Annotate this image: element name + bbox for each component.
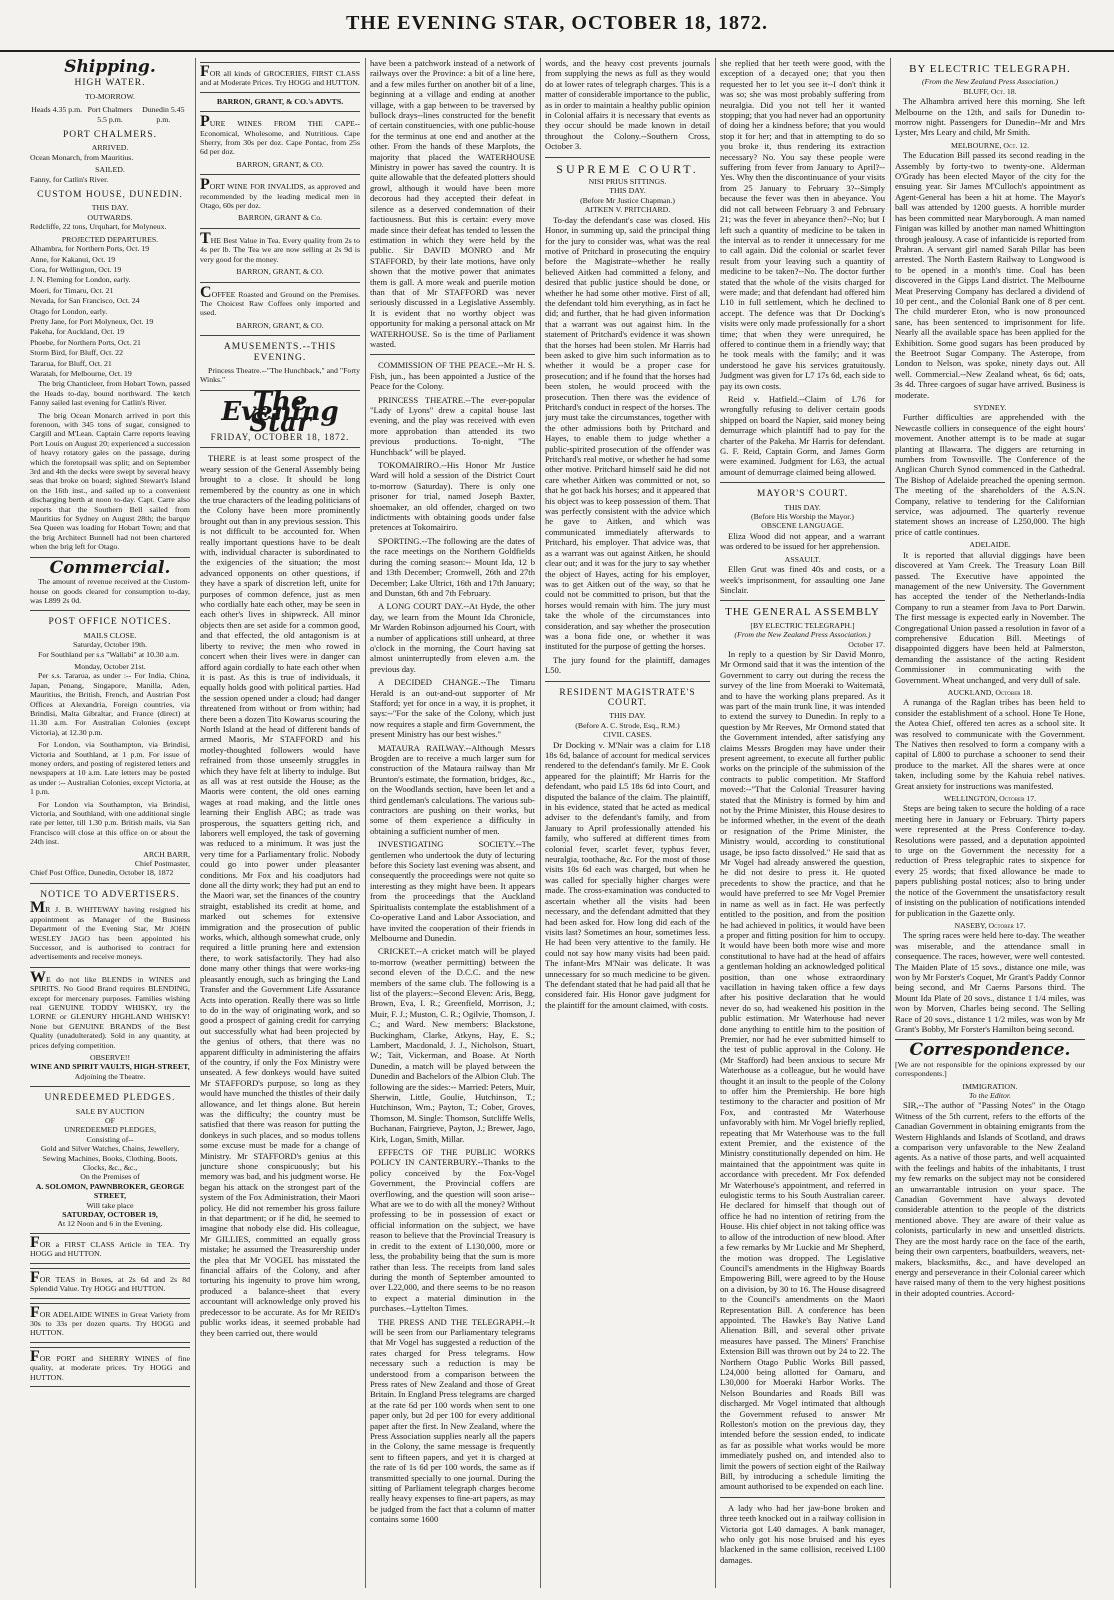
- news-paragraph: THE PRESS AND THE TELEGRAPH.--It will be seen from our Parliamentary telegrams that Mr Vogel has suggested a reduction of the rates charged for Press telegrams. How necessary such a reduction is may be understood from a comparison between the Press rates of New Zealand and those of Great Britain. In England Press telegrams are charged at the rate 6d per 100 words when sent to one paper only, but 2d per 100 for every additional paper after the first. In New Zealand, where the Press Association supplies nearly all the papers in the Colony, the same message is frequently sent to fifteen papers, and yet it is charged at the rate of 1s 6d per 100 words, the same as if transmitted specially to one journal. During the sitting of Parliament telegraph charges become really heavy expenses to fine-art papers, as may be judged from the fact that a column of matter contains some 1600: [370, 1316, 535, 1525]
- rm-day-label: THIS DAY.: [609, 711, 646, 721]
- sale-date: SATURDAY, OCTOBER 19,: [62, 1210, 158, 1220]
- column-rule: [715, 58, 716, 1588]
- bluff-text: The Alhambra arrived here this morning. She left Melbourne on the 12th, and sails for Dunedin to-morrow night. Passengers for Dunedin--Mr and Mrs Lyster, Mrs Leary and child, Mr Smith.: [895, 96, 1085, 138]
- naseby-text: The spring races were held here to-day. The weather was miserable, and the attendance small in consequence. The races, however, were well contested. The Maiden Plate of 15 sovs., distance one mile, was won by Mr Forster's Coquet, Mr Grant's Paddy Connor being second, and Mr Caerns Parsons third. The Mount Ida Plate of 20 sovs., distance 1 1/4 miles, was won by Morven, Charles being second. The Selling Race of 20 sovs., distance 1 1/2 miles, was won by Mr Grant's Bobby, Mr Forster's Hamilton being second.: [895, 930, 1085, 1034]
- outwards-text: Redcliffe, 22 tons, Urquhart, for Molyneux.: [30, 222, 167, 232]
- news-paragraph: SPORTING.--The following are the dates of the race meetings on the Northern Goldfields during the coming season:-- Mount Ida, 12 b and 13th December; Cromwell, 26th and 27th December; Lake Ultrict, 16th and 17th January; and Dunstan, 6th and 7th February.: [370, 535, 535, 598]
- general-assembly-heading: THE GENERAL ASSEMBLY: [725, 606, 880, 619]
- outwards-label: OUTWARDS.: [87, 212, 133, 222]
- immigration-heading: IMMIGRATION.: [962, 1081, 1018, 1091]
- post-text: For London, via Southampton, via Brindisi, Victoria and Southland, at 1 p.m. For issue of money orders, and posting of registered letters and newspapers at 10 a.m. Late letters may be posted as under :-- Australian Colonies, except Victoria, at 1 p.m.: [30, 740, 190, 797]
- divider: [720, 1497, 885, 1498]
- post-office-heading: POST OFFICE NOTICES.: [48, 617, 172, 628]
- barron-sig: BARRON, GRANT & Co.: [237, 213, 323, 223]
- news-paragraph: A DECIDED CHANGE.--The Timaru Herald is an out-and-out supporter of Mr Stafford; yet for once in a way, it is prophet, it says:--"For the sake of the Colony, which just now requires a staple and firm Government, the present Ministry has our best wishes.": [370, 677, 535, 740]
- sale-label: SALE BY AUCTION: [75, 1106, 145, 1116]
- mayor-day-label: THIS DAY.: [784, 502, 821, 512]
- column-shipping: [30, 58, 190, 1593]
- verdict-text: The jury found for the plaintiff, damages L50.: [545, 654, 710, 676]
- divider: [30, 610, 190, 611]
- princess-theatre-text: Princess Theatre.--"The Hunchback," and "Forty Winks.": [200, 365, 360, 385]
- divider: [545, 157, 710, 158]
- shipping-heading: Shipping.: [64, 58, 156, 77]
- editorial-continued: have been a patchwork instead of a network of railways over the Province: a bit of a line here, and a few miles further on another bit of a line, beginning at a village and ending at another village, with a gap between to be traversed by bullock drays--lines constructed for the benefit of certain constituencies, with one public-house for the terminus at one end and another at the other. From the hands of these Marplots, the majority that placed the WATERHOUSE Ministry in power has saved the country. It is quite allowable that the defeated plotters should growl, although it would have been more decorous had they accepted their defeat in silence as a deserved condemnation of their factiousness. But this is certain: every move made since their defeat has tended to lessen the estimation in which they were held by the public. Sir DAVID MONRO and Mr STAFFORD, by their late motions, have only shown that the motive power that animates them is gall. A more weak and puerile motion than that of Mr STAFFORD was never seriously discussed in a Legislative Assembly. It is evident that no worthy object was opportunity for making a personal attack on Mr WATERHOUSE. So is the time of Parliament wasted.: [370, 58, 535, 349]
- postmaster-title: Chief Postmaster,: [134, 859, 190, 869]
- column-courts: [545, 58, 710, 1593]
- of-label: OF: [105, 1116, 115, 1125]
- adelaide-dateline: ADELAIDE.: [969, 540, 1011, 550]
- obscene-label: OBSCENE LANGUAGE.: [761, 521, 844, 531]
- news-paragraph: PRINCESS THEATRE.--The ever-popular "Lady of Lyons" drew a capital house last evening, and the play was received with even more approbation than attended its two previous productions. To-night, "The Hunchback" will be played.: [370, 394, 535, 457]
- tea-value-ad: THE Best Value in Tea. Every quality from 2s to 4s per lb. The Tea we are now selling at 2s 9d is very good for the money.: [200, 229, 360, 264]
- tea-ad: FOR a FIRST CLASS Article in TEA. Try HOGG and HUTTON.: [30, 1233, 190, 1264]
- departure-item: Otago for London, early.: [30, 306, 108, 316]
- masthead: [0, 0, 1114, 52]
- news-paragraph: COMMISSION OF THE PEACE.--Mr H. S. Fish, jun., has been appointed a Justice of the Peace for the Colony.: [370, 360, 535, 392]
- commercial-text: The amount of revenue received at the Custom-house on goods cleared for consumption to-day, was L899 2s 0d.: [30, 577, 190, 605]
- tide-table: [30, 105, 190, 124]
- high-water-heading: HIGH WATER.: [74, 78, 146, 89]
- departure-item: Nevada, for San Francisco, Oct. 24: [30, 296, 140, 306]
- mayor-before-label: (Before His Worship the Mayor.): [751, 512, 854, 522]
- sailed-label: SAILED.: [95, 165, 125, 175]
- divider: [30, 883, 190, 884]
- post-text: For Southland per s.s "Wallabi" at 10.30 a.m.: [38, 649, 180, 659]
- departure-item: Tararua, for Bluff, Oct. 21: [30, 358, 112, 368]
- divider: [720, 600, 885, 601]
- ga-by-label: [BY ELECTRIC TELEGRAPH.]: [750, 620, 855, 630]
- news-paragraph: MATAURA RAILWAY.--Although Messrs Brogden are to receive a much larger sum for construction of the Mataura railway than Mr Brunton's estimate, the formation, bridges, &c., on the Woodlands section, have been let and a third gentleman's calculations. The various sub-contractors are pushing on their works, but some of them experience a difficulty in obtaining a sufficient number of men.: [370, 742, 535, 836]
- premises-label: On the Premises of: [80, 1172, 140, 1182]
- this-day-label: THIS DAY.: [91, 203, 129, 213]
- projected-label: PROJECTED DEPARTURES.: [61, 234, 159, 244]
- notice-heading: NOTICE TO ADVERTISERS.: [40, 889, 180, 900]
- to-editor-label: To the Editor.: [969, 1091, 1011, 1100]
- divider: [370, 354, 535, 355]
- teas-ad: FOR TEAS in Boxes, at 2s 6d and 2s 8d Splendid Value. Try HOGG and HUTTON.: [30, 1268, 190, 1299]
- column-rule: [890, 58, 891, 1588]
- rm-continued: she replied that her teeth were good, with the exception of a decayed one; that you then requested her to let you see it--I don't think it was so; she was most probably suffering from neuralgia. Did you not tell her it wanted stopping; that you had never had an opportunity of doing her a kindness before; that you would stop it for her; and that in attempting to do so you broke it, thus rendering its extraction necessary? No. You say these people were suffering from fever from January to April?--Yes. Why then the discontinuance of your visits from 25 January to February 3?--Simply because the fever was then in abeyance. You did not call between February 3 and February 21; was the fever in abeyance then?--No; but I left such a quantity of medicine to be taken in the interval as to render it unnecessary for me to call again. Did the colonial or scarlet fever result from your leaving such a quantity of medicine to be taken?--No. The doctor further stated that the whole of the visits charged for were made; and that defendant had offered him L10 in full settlement, which he declined to accept. The defence was that Dr Docking's visits were only made professionally for a short time; that when they were unrequired, he offered to continue them in a friendly way; that he took meals with the family; and it was understood he gave his services gratuitously. Judgment was given for L7 17s 6d, each side to pay its own costs.: [720, 58, 885, 391]
- divider: [200, 111, 360, 112]
- shipping-news: The brig Chanticleer, from Hobart Town, passed the Heads to-day, bound northward. The ketch Fanny sailed last evening for Catlin's River.: [30, 379, 190, 408]
- mayors-court-heading: MAYOR'S COURT.: [756, 489, 849, 500]
- column-assembly: [720, 58, 885, 1593]
- shipping-news: The brig Ocean Monarch arrived in port this forenoon, with 345 tons of sugar, consigned to Cargill and M'Lean. Captain Carre reports leaving Port Louis on August 20; experienced a succession of heavy rotatory gales on the passage, during which the foretopsail was split; and on September 3rd and 4th the decks were swept by several heavy seas that broke on board; sighted Stewart's Island on the 16th inst., and sailed up to a convenient discharging berth at noon to-day. Capt. Carre also reports that the Southern Bell sailed from Mauritius for Sydney on August 28th; the barque Sea Queen was loading for Hobart Town; and that the brig Architect Bunnell had not been chartered when the brig left for Otago.: [30, 410, 190, 552]
- melbourne-text: The Education Bill passed its second reading in the Assembly by forty-two to twenty-one. Alderman O'Grady has been elected Mayor of the city for the ensuing year. Sir James M'Culloch's appointment as Agent-General has been a hit at home. The Mayor's ball was attended by 1200 guests. A horrible murder has been committed near Maryborough. A man named Finigan was killed by another man named Whittington through jealousy. A case of infanticide is reported from Prahran. A servant girl named Sarah Pillar has been arrested. The North Eastern Railway to Longwood is to be opened in a month's time. Coal has been discovered in the Gipps Land district. The Melbourne Meat Preserving Company has declared a dividend of 10 per cent., and the Colonial Bank one of 8 per cent. The child murderer Eton, who is now pronounced sane, has been sentenced to imprisonment for life. Nearly all the available space has been applied for the Exhibition. Some good sugars has been produced by the Beetroot Sugar Company. The Asterope, from London to Nelson, was spoke, ninety days out. All well. Commercial.--New Zealand wheat, 6s 6d; oats, 3s 4d. Three cargoes of sugar have arrived. Business is moderate.: [895, 150, 1085, 400]
- barron-sig: BARRON, GRANT, & CO.: [236, 159, 324, 169]
- this-day-label: THIS DAY.: [609, 186, 646, 196]
- barron-sig: BARRON, GRANT, & CO.: [236, 267, 324, 277]
- barron-sig: BARRON, GRANT, & CO.: [236, 320, 324, 330]
- divider: [200, 282, 360, 283]
- will-take-label: Will take place: [86, 1200, 134, 1210]
- notice-text: MR J. B. WHITEWAY having resigned his appointment as Manager of the Business Department of the Evening Star, Mr JOHN WESLEY JAGO has been appointed his Successor, and is authorised to contract for advertisements and receive moneys.: [30, 899, 190, 962]
- departure-item: Storm Bird, for Bluff, Oct. 22: [30, 348, 123, 358]
- saturday-label: Saturday, October 19th.: [73, 640, 147, 650]
- correspondence-note: [We are not responsible for the opinions expressed by our correspondents.]: [895, 1059, 1085, 1079]
- assault-label: ASSAULT.: [784, 554, 821, 564]
- news-paragraph: CRICKET.--A cricket match will be played to-morrow (weather permitting) between the second eleven of the D.C.C. and the new members of the same club. The following is a list of the players:--Second Eleven: Aris, Begg, Brown, Eva, I. R.; Greenfield, Morrison, J.; Muir, F. J.; Muston, C. R.; Ogilvie, Thomson, J. C.; and Ward. New members: Blackstone, Buckingham, Clarke, Atkyns, Hay, E. S.; Lambert, Macdonald, J. J., Nicholson, Stuart, W.; Tait, Vickerman, and Boase. At North Dunedin, a match will be played between the Dunedin and Bachelors of the Albion Club. The following are the sides:-- Married: Peters, Muir, Sherwin, Little, Goulie, Hutchinson, T.; Hutchinson, Wm.; Payton, T.; Cober, Groves, Thomson, M. Single: Thomson, Sutcliffe Wells, Buchanan, Fairgrieve, Payton, J.; Brewer, Jago, Kirk, Logan, Smith, Millar.: [370, 946, 535, 1144]
- departure-item: Moeri, for Timaru, Oct. 21: [30, 285, 114, 295]
- arrived-label: ARRIVED.: [91, 143, 129, 153]
- tide-dunedin: Dunedin 5.45 p.m.: [142, 105, 185, 124]
- groceries-ad: FOR all kinds of GROCERIES, FIRST CLASS and at Moderate Prices. Try HOGG and HUTTON.: [200, 62, 360, 93]
- divider: [545, 681, 710, 682]
- wellington-text: Steps are being taken to secure the holding of a race meeting here in January or February. Thirty papers were represented at the Press Conference to-day. Resolutions were passed, and a deputation appointed to urge on the Government the necessity for a reduction of Press telegraphic rates to sixpence for every 25 words; that fixed allowance be made to papers publishing postal notices; also to bring under the notice of the Government the unsatisfactory result of insisting on the publication of notifications intended for publication in the Gazette only.: [895, 803, 1085, 918]
- column-ads-editorial: [200, 58, 360, 1593]
- divider: [30, 1086, 190, 1087]
- mails-close-label: MAILS CLOSE.: [83, 630, 137, 640]
- auckland-dateline: AUCKLAND, October 18.: [947, 687, 1033, 697]
- news-paragraph: A LONG COURT DAY.--At Hyde, the other day, we learn from the Mount Ida Chronicle, Mr Warden Robinson adjourned his Court, with a number of applications still unheard, at three o'clock in the morning, the Court having sat almost uninterruptedly from eleven a.m. the previous day.: [370, 601, 535, 674]
- tide-port: Port Chalmers 5.5 p.m.: [87, 105, 133, 124]
- news-paragraph: EFFECTS OF THE PUBLIC WORKS POLICY IN CANTERBURY.--Thanks to the policy conceived by the Fox-Vogel Government, the Provincial coffers are overflowing, and the question will soon arise--What are we to do with all the money? Without professing to be in possession of exact or official information on the subject, we have reason to believe that the Provincial Treasury is in credit to the extent of L130,000, more or less, the probability being that the sum is more rather than less. The receipts from land sales during the month of September amounted to over L22,000, and there seems to be no reason to expect a material diminution in the purchases.--Lyttelton Times.: [370, 1147, 535, 1314]
- amusements-heading: AMUSEMENTS.--THIS EVENING.: [223, 342, 337, 363]
- supreme-court-heading: SUPREME COURT.: [556, 161, 699, 176]
- divider: [200, 335, 360, 336]
- ga-text: In reply to a question by Sir David Monro, Mr Ormond said that it was the intention of the Government to carry out during the recess the survey of the line from Moeraki to Waitematā, and to have the working plans prepared. As it was part of the main trunk line, it was intended to extend the survey to Dunedin. In reply to a question by Mr Reeves, Mr Ormond stated that the Government intended, after satisfying any claims Messrs Brogden may have under their present agreement, to execute all further public works on the principle of the submission of the contracts to public competition. Mr Stafford moved:--"That the Colonial Treasurer having stated that the Ministry is formed by him and not by the Prime Minister, this House desires to be informed whether, in the event of the death or resignation of the Prime Minister, the Ministry would, according to constitutional usage, be ipso facto dissolved." He said that as Mr Vogel had already answered the question, he did not desire to press it. He quoted precedents to show the practice, and that he would have preferred to see Mr Vogel Premier in name as well as in fact. He was perfectly entitled to the position, and from the position he had achieved in politics, it would have been a proper and fitting position for him to occupy. It would have been both more wise and more constitutional to have had at the head of affairs a gentleman holding an acknowledged political position, than one whose extraordinary vacillation in having taken office a few days after his positive declaration that he would never do so, had weakened his position in the public estimation. Mr Waterhouse had never done anything to entitle him to the position of Premier, nor had he ever submitted himself to the test of public approval in the Colony. He (Mr Stafford) had been anxious to secure Mr Waterhouse as a colleague, but he would have thought it an insult to the people of the Colony to offer him the Premiership. He bore high testimony to the character and position of Mr Fox, and contrasted Mr Waterhouse unfavorably with him. Mr Vogel briefly replied, repeating that Mr Waterhouse was to the full extent Premier, and the existence of the Ministry constitutionally depended on him. He maintained that the appointment was quite in accordance with precedent. Mr Fox defended Mr Waterhouse's appointment, and referred in eulogistic terms to his South Australian career. He declared for himself that though out of office he had no intention of retiring from the House. His chief object in not taking office was to allow of the introduction of new blood. After a few remarks by Mr Luckie and Mr Shepherd, the motion was dropped. The Legislative Council's amendments in the Highway Boards Empowering Bill, were agreed to by the House on a division, by 30 to 16. The House disagreed to the Council's amendments on the Maori Representation Bill. A conference has been appointed. The Hawke's Bay Native Land Alienation Bill, and several other private measures have passed. The Miners' Franchise Extension Bill was thrown out by 24 to 22. The Northern Otago Public Works Bill passed, L24,000 being allotted for Oamaru, and L30,000 for Moeraki Harbor Works. The Nelson Boundaries and Roads Bill was discharged. Mr Vogel intimated that although the Government refused to answer Mr Rolleston's motion on the previous day, they intended before the session ended, to indicate as far as possible what works would be more immediately pushed on, and intended also to limit the powers of section eight of the Railway Bill, by introducing a schedule limiting the amount authorised to be expended on each line.: [720, 648, 885, 1492]
- monday-label: Monday, October 21st.: [74, 661, 146, 671]
- coffee-ad: COFFEE Roasted and Ground on the Premises. The Choicest Raw Coffees only imported and used.: [200, 283, 360, 318]
- post-text: Per s.s. Tararua, as under :-- For India, China, Japan, Penang, Singapore, Manilla, Aden, Mauritius, the British, French, and Austrian Post Offices at Alexandria, Foreign countries, via Brindisi, Malta Gibraltar, and France (direct) at 11.30 a.m. For Australian Colonies (except Victoria), at 12.30 p.m.: [30, 671, 190, 737]
- melbourne-dateline: MELBOURNE, Oct. 12.: [950, 140, 1030, 150]
- commercial-heading: Commercial.: [49, 557, 171, 578]
- news-paragraph: INVESTIGATING SOCIETY.--The gentlemen who undertook the duty of lecturing before this Society last evening was absent, and consequently the proceedings were not quite so interesting as they might have been. It appears from the proceedings that the Auckland Spiritualists contemplate the establishment of a Co-operative Land and Labor Association, and have invited the cooperation of their friends in Melbourne and Dunedin.: [370, 839, 535, 943]
- newspaper-title: THE EVENING STAR, OCTOBER 18, 1872.: [345, 12, 769, 34]
- civil-cases-label: CIVIL CASES.: [603, 730, 652, 740]
- consisting-label: Consisting of--: [86, 1134, 134, 1144]
- divider: [720, 482, 885, 483]
- departure-item: J. N. Fleming for London, early.: [30, 275, 131, 285]
- goods-list: Gold and Silver Watches, Chains, Jewellery, Sewing Machines, Books, Clothing, Boots, Clocks, &c., &c.,: [40, 1144, 180, 1173]
- press-continued: words, and the heavy cost prevents journals from supplying the news as full as they would do at lower rates of telegraph charges. This is a matter of considerable importance to the public, as in order to maintain a healthy public opinion in Colonial affairs it is necessary that events as they occur should be made known in detail throughout the Colony.--Southern Cross, October 3.: [545, 58, 710, 152]
- before-label: (Before Mr Justice Chapman.): [580, 195, 675, 205]
- sydney-text: Further difficulties are apprehended with the Newcastle colliers in consequence of the eight hours' movement. Another attempt is to be made at sugar planting at Illawarra. The diggers are returning in numbers from Townsville. The Conference of the Anglican Church Synod commenced in the Cathedral. The Bishop of Adelaide preached the opening sermon. The meeting of the shareholders of the A.S.N. Company, relative to tendering for the Californian service, was adjourned. The quarterly revenue statement shows an increase of L250,000. The high price of cattle continues.: [895, 412, 1085, 537]
- barron-ads-heading: BARRON, GRANT, & CO.'s ADVTS.: [216, 96, 344, 106]
- ga-last: A lady who had her jaw-bone broken and three teeth knocked out in a railway collision in Victoria got L40 damages. A bank manager, who only got his nose bruised and his eyes blackened in the same collision, received L100 damages.: [720, 1502, 885, 1565]
- post-office-date: Chief Post Office, Dunedin, October 18, 1872: [30, 868, 174, 878]
- editorial-date: FRIDAY, OCTOBER 18, 1872.: [210, 431, 350, 442]
- departure-item: Alhambra, for Northern Ports, Oct. 19: [30, 244, 150, 254]
- sailed-text: Fanny, for Catlin's River.: [30, 174, 109, 184]
- vaults-label: WINE AND SPIRIT VAULTS, HIGH-STREET,: [30, 1062, 190, 1072]
- adelaide-text: It is reported that alluvial diggings have been discovered at Yam Creek. The Treasury Loan Bill passed. The Executive have appointed the management of the new University. The Government has accepted the tender of the Netherlands-India Company to run a steamer from Java to Port Darwin. The first message is expected early in November. The Congregational Union passed a resolution in favor of a comprehensive Education Bill. Meetings of disappointed diggers have been held at Palmerston, demanding the assistance of the acting Resident Commissioner in communicating with the Government. Wheat unchanged, and very dull of sale.: [895, 549, 1085, 685]
- departure-item: Waratah, for Melbourne, Oct. 19: [30, 368, 132, 378]
- pure-wines-ad: PURE WINES FROM THE CAPE-- Economical, Wholesome, and Nutritious. Cape Sherry, from 30s per doz. Cape Pontac, from 25s 6d per doz.: [200, 113, 360, 157]
- rm-before-label: (Before A. C. Strode, Esq., R.M.): [575, 720, 680, 730]
- adelaide-wines-ad: FOR ADELAIDE WINES in Great Variety from 30s to 33s per dozen quarts. Try HOGG and HUTTON.: [30, 1303, 190, 1343]
- letter-text: SIR,--The author of "Passing Notes" in the Otago Witness of the 5th current, refers to the efforts of the Canadian Government in obtaining emigrants from the Western Highlands and Islands of Scotland, and draws a comparison very unfavorable to the New Zealand agents. As a native of those parts, and well acquainted with the feelings and habits of the inhabitants, I trust my few remarks on the subject may not be considered an unwarrantable intrusion on your space. The Canadian Government have always devoted considerable attention to the people of the districts mentioned above. They are aware of their value as colonists, particularly in new and unsettled districts. They are the most hardy race on the face of the earth, being their own carpenters, boatbuilders, weavers, net-makers, blacksmiths, &c., and have developed an energy and perseverance in their Colonial career which have raised many of them to the very highest positions in their adopted countries. Accord-: [895, 1100, 1085, 1298]
- sale-time: At 12 Noon and 6 in the Evening.: [57, 1219, 163, 1229]
- rm-court-heading: RESIDENT MAGISTRATE'S COURT.: [559, 687, 696, 708]
- assault-text: Ellen Grut was fined 40s and costs, or a week's imprisonment, for assaulting one Jane Sinclair.: [720, 564, 885, 595]
- editorial-text: THERE is at least some prospect of the weary session of the General Assembly being brought to a close. It should be long remembered by the country as one in which the true characters of the leading politicians of the Colony have been more prominently brought out than in any previous session. This is not difficult to be accounted for. When really important questions have to be dealt with, individual character is subordinated to the exigencies of the situation; the most advanced opponents on other questions, if they have a spark of discretion left, unite for purposes of common defence, just as men who cordially hate each other, may be seen in each other's lives in shipwreck. All minor objects then are set aside for a common good, and that effected, the old antagonism is at liberty to revive; the men who rowed in concert when their lives were in danger can afford again cordially to hate each other when it is past. As this is true of individuals, it equally holds good with political parties. Had the session opened under a cloud; had danger threatened from without or from within; had there been a dozen Tito Kowarus scouring the North Island at the head of different bands of armed Maoris, Mr STAFFORD and his motley-thoughted followers would have refrained from those unseemly struggles in which they have felt at liberty to indulge. But as all was at rest outside the House; as the Maoris were content, the old ones earning wages at road making, and the little ones learning their English ABC; as trade was prosperous, the squatters getting rich, and laborers well employed, the task of governing was reduced to a minimum. It was just the very time for a Parliamentary frolic. Nobody could go into power under pleasanter conditions. Mr Fox and his coadjutors had done all the dirty work; they had put an end to the Maori war, set the finances of the country straight, established its credit at home, and marked out schemes for extensive immigration and the prosecution of public works, which, although somewhat crude, only required a little pruning here and extension there, to work satisfactorily. They had also done many other things that were works-ing pleasantly enough, such as bringing the Land Transfer and the Government Life Assurance Acts into operation. Really there was so little to do in the way of originating work, and so good a prospect of gaining credit for carrying out successfully what had been projected by the genius of others, that there was no apparent difficulty in administering the affairs of the country, if only the Fox Ministry were unseated. A few donkeys would have suited Mr STAFFORD's purpose, so long as they would have munched the thistles of their daily allowance, and let things alone. But herein was the difficulty; the country must be satisfied that there was reason for putting the donkeys in such places, and so modus tollens some excuse must be made for a change of Ministry. Mr STAFFORD's genius at this juncture shone conspicuously; but his memory was bad, and his judgment worse. He began his attack on the strongest part of the system of the Fox Administration, their Maori policy. He did not remember his gross failure in that department; or if he did, he seemed to imagine that nobody else did. His colleague, Mr GILLIES, committed an equally gross mistake; he assumed the Treasurership under the plea that Mr VOGEL has misstated the financial affairs of the Colony, and after torturing his ingenuity to prove him wrong, produced a balance-sheet that every accountant will acknowledge only proved his predecessor to be accurate. As for Mr REID's public works ideas, it seemed probable had they been carried out, there would: [200, 453, 360, 1338]
- custom-house-heading: CUSTOM HOUSE, DUNEDIN.: [37, 190, 183, 201]
- adjoining-label: Adjoining the Theatre.: [74, 1071, 146, 1081]
- port-wine-ad: PORT WINE FOR INVALIDS, as approved and recommended by the leading medical men in Otago, 60s per doz.: [200, 176, 360, 211]
- departure-item: Anne, for Kakanui, Oct. 19: [30, 254, 116, 264]
- departure-item: Phoebe, for Northern Ports, Oct. 21: [30, 337, 141, 347]
- correspondence-heading: Correspondence.: [909, 1040, 1071, 1061]
- divider: [200, 228, 360, 229]
- rm-text: Dr Docking v. M'Nair was a claim for L18 18s 6d, balance of account for medical services rendered to the defendant's family. Mr E. Cook appeared for the plaintiff; Mr Harris for the defendant, who paid L5 18s 6d into Court, and disputed the balance of the claim. The plaintiff, in his evidence, stated that he acted as medical adviser to the defendant's family, and from January to April professionally attended his family, who suffered at different times from colonial fever, scarlet fever, typhus fever, neuralgia, toothache, &c. For the most of those visits 10s 6d each was charged, but when he was called for specially higher charges were made. The cross-examination was conducted to ascertain whether all the visits had been necessary, and the defendant admitted that they had been asked for. How long did each of the visits last? Sometimes an hour, sometimes less. He had been very attentive to the family. He could not say how many visits had been paid. The infant-Mrs M'Nair was delicate. It was unnecessary for so much medicine to be given. The defendant stated that he had paid all that he considered fair. His Honor gave judgment for the plaintiff for the amount claimed, with costs.: [545, 739, 710, 1010]
- column-rule: [365, 58, 366, 1588]
- solomon-label: A. SOLOMON, PAWNBROKER, GEORGE STREET,: [35, 1181, 185, 1201]
- wellington-dateline: WELLINGTON, October 17.: [943, 794, 1037, 804]
- divider: [30, 967, 190, 968]
- departure-item: Pakeha, for Auckland, Oct. 19: [30, 327, 125, 337]
- column-telegraph: [895, 58, 1085, 1593]
- news-paragraph: TOKOMAIRIRO.--His Honor Mr Justice Ward will hold a session of the District Court to-morrow (Saturday). There is only one prisoner for trial, named Joseph Baxter, shoemaker, an old offender, charged on two indictments with obtaining goods under false pretences at Tokomairiro.: [370, 460, 535, 533]
- column-rule: [195, 58, 196, 1588]
- post-text: For London via Southampton, via Brindisi, Victoria, and Southland, with one additional single rate per letter, till 1.30 p.m. British mails, via San Francisco will close at this office on or about the 24th inst.: [30, 799, 190, 847]
- divider: [200, 447, 360, 448]
- nisi-prius-label: NISI PRIUS SITTINGS.: [588, 177, 667, 187]
- sydney-dateline: SYDNEY.: [973, 403, 1007, 412]
- column-local-news: [370, 58, 535, 1593]
- auckland-text: A runanga of the Raglan tribes has been held to consider the establishment of a school. Hone Te Hone, the Aotea Chief, offered ten acres as a school site. It was resolved to communicate with the Government. The Natives then resolved to form a company with a capital of L800 to purchase a schooner to send their produce to the market. All the shares were at once taken, including some by the Kahuia rebel natives. Great anxiety for instructions was manifested.: [895, 697, 1085, 791]
- rm-continued: Reid v. Hatfield.--Claim of L76 for wrongfully refusing to deliver certain goods shipped on board the Napier, said money being demurrage which plaintiff had to pay for the charter of the Pakeha. Mr Harris for defendant. G. F. Reid, Captain Gorm, and James Gorm were examined. Judgment for L63, the actual amount of demurrage claimed being allowed.: [720, 394, 885, 477]
- evening-star-nameplate: The Evening Star: [221, 386, 339, 438]
- telegraph-heading: BY ELECTRIC TELEGRAPH.: [909, 63, 1071, 75]
- wines-ad: WE do not like BLENDS in WINES and SPIRITS. No Good Brand requires BLENDING, except for mercenary purposes. Families wishing real GENUINE TODDY WHISKY, try the LORNE or GLENURY HIGHLAND WHISKY! None but GENUINE BRANDS of the Best Quality (unadulterated). Sold in any quantity, at prices defying competition.: [30, 968, 190, 1050]
- obscene-text: Eliza Wood did not appear, and a warrant was ordered to be issued for her apprehension.: [720, 530, 885, 552]
- column-rule: [540, 58, 541, 1588]
- telegraph-from: (From the New Zealand Press Association.): [921, 77, 1059, 87]
- departures-list: [30, 244, 190, 378]
- departure-item: Pretty Jane, for Port Molyneux, Oct. 19: [30, 316, 154, 326]
- arrived-text: Ocean Monarch, from Mauritius.: [30, 152, 134, 162]
- pledges-heading: UNREDEEMED PLEDGES.: [44, 1093, 176, 1104]
- court-text: To-day the defendant's case was closed. His Honor, in summing up, said the principal thing for the jury to consider was, what was the real motive of Pritchard in prosecuting the enquiry before the Magistrate--whether he really believed Aitken had committed a felony, and desired that public justice should be done, or whether he had some other motive. First of all, the defendant told him everything, as in fact he did; and further, that he had given information that a warrant was out against him. In the statement of Pritchard's evidence it was shown that the horses had been stolen. Mr Harris had been asked to give him such information as to whether it would be a proper case for prosecution; and if he found that the horses had been stolen, he would proceed with the prosecution. Then there was the evidence of Pritchard's conduct in respect of the horses. The jury must take the circumstances, together with the other admissions both by Pritchard and Hayes, to enable them to judge whether a public-spirited prosecution of the offender was Pritchard's real motive, or whether he had some other motive. Pritchard himself said he did not care whether Aitken was committed or not, so that he got back his horses; and it appeared that his object was to keep possession of them. That was perfectly consistent with the advice which he gave to Aitken, and which was communicated immediately afterwards to Pritchard, his employer. That advice was, that as a warrant was out against Aitken, he should clear out; and it was for the jury to say whether the object of Hayes, acting for his employer, was to get Aitken out of the way, so that he could not be committed to prison, but that the horses would remain with him. The jury must take the whole of the circumstances into consideration, and say whether the prosecution was a bona fide one, or whether it was instituted for the purpose of getting the horses.: [545, 214, 710, 652]
- tomorrow-label: TO-MORROW.: [84, 91, 136, 101]
- case-title: AITKEN V. PRITCHARD.: [584, 205, 671, 215]
- postmaster-name: ARCH BARR,: [143, 849, 190, 859]
- port-chalmers-heading: PORT CHALMERS.: [62, 130, 158, 141]
- pledges-label: UNREDEEMED PLEDGES,: [64, 1125, 156, 1135]
- naseby-dateline: NASEBY, October 17.: [954, 920, 1026, 930]
- tide-heads: Heads 4.35 p.m.: [31, 105, 83, 115]
- ga-date: October 17.: [848, 639, 885, 649]
- port-sherry-ad: FOR PORT and SHERRY WINES of fine quality, at moderate prices. Try HOGG and HUTTON.: [30, 1347, 190, 1387]
- departure-item: Cora, for Wellington, Oct. 19: [30, 264, 122, 274]
- divider: [200, 174, 360, 175]
- ga-from-label: (From the New Zealand Press Association.): [734, 630, 871, 640]
- bluff-dateline: BLUFF, Oct. 18.: [963, 86, 1017, 96]
- observe-label: OBSERVE!!: [89, 1052, 131, 1062]
